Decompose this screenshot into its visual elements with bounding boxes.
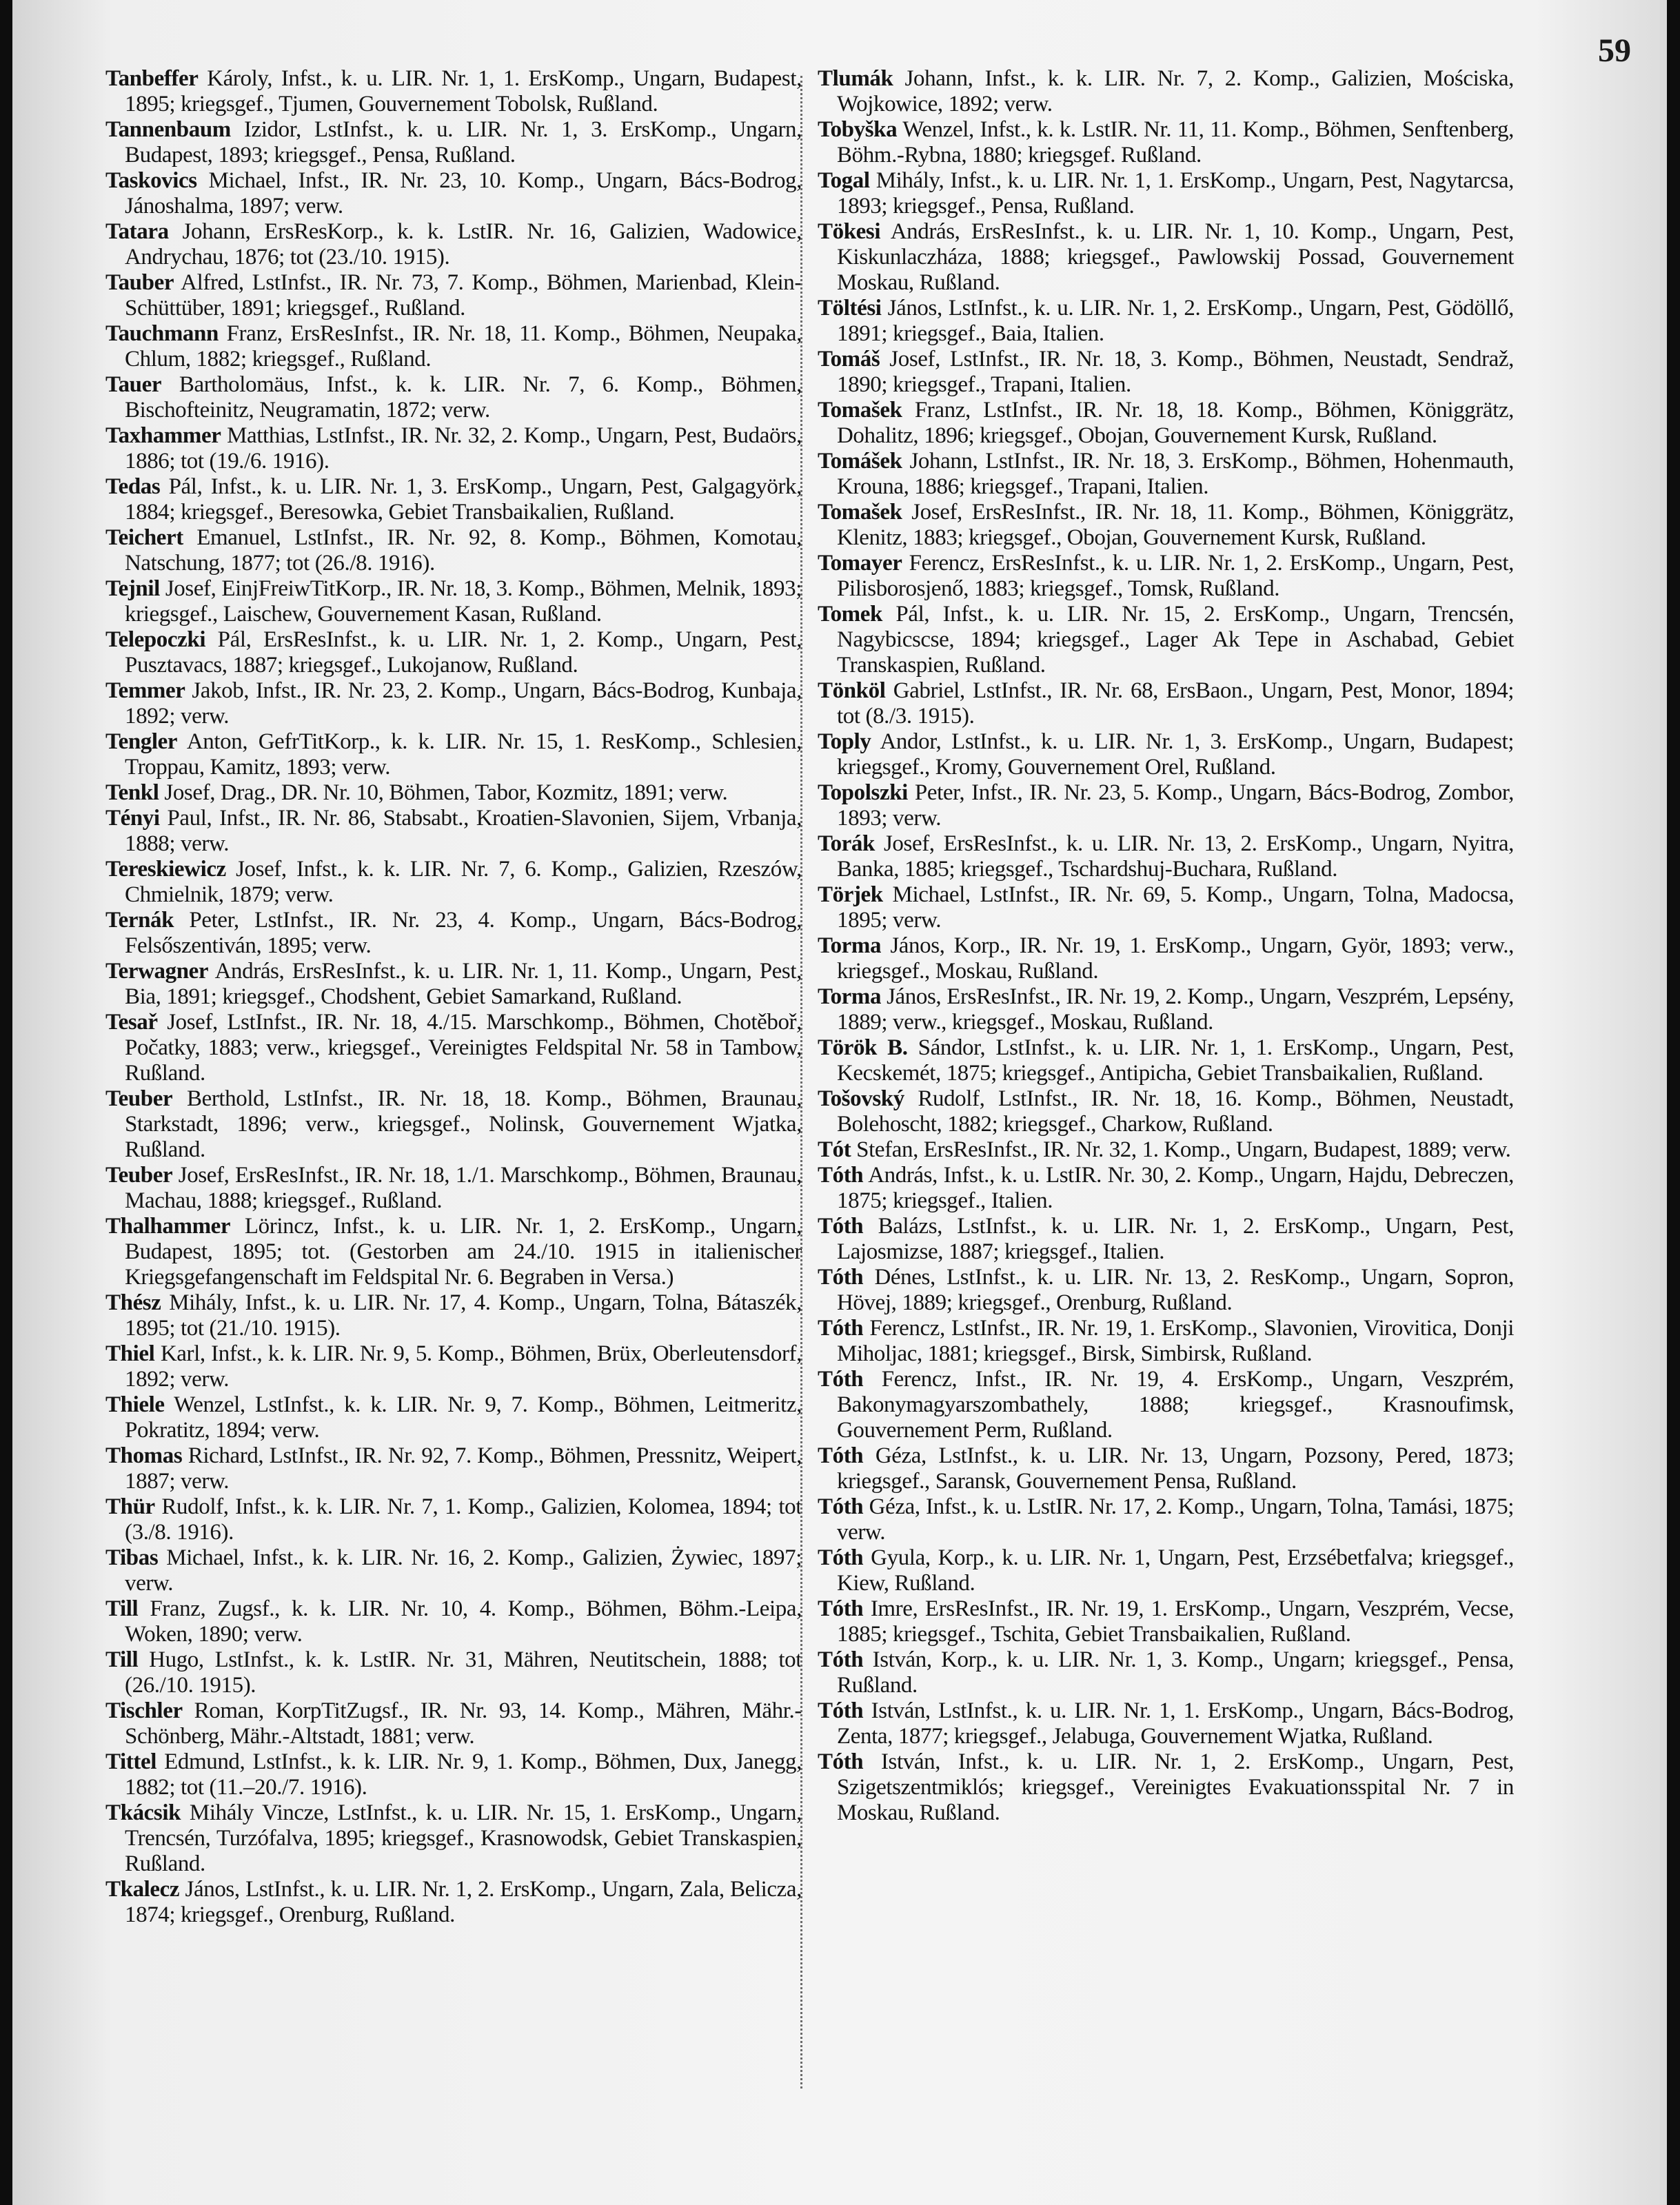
roster-entry: [818, 1214, 1514, 1265]
entry-surname: Tobyška: [818, 117, 898, 142]
entry-details: Richard, LstInfst., IR. Nr. 92, 7. Komp., Böhmen, Pressnitz, Weipert, 1887; verw.: [125, 1443, 802, 1494]
roster-entry: [818, 1265, 1514, 1316]
entry-surname: Tejnil: [105, 576, 160, 601]
entry-details: Károly, Infst., k. u. LIR. Nr. 1, 1. ErsKomp., Ungarn, Budapest, 1895; kriegsgef., Tjumen, Gouvernement Tobolsk, Rußland.: [125, 66, 802, 116]
entry-surname: Thür: [105, 1494, 155, 1519]
roster-entry: [818, 168, 1514, 219]
roster-entry: [105, 1545, 802, 1596]
entry-details: Mihály Vincze, LstInfst., k. u. LIR. Nr. 15, 1. ErsKomp., Ungarn, Trencsén, Turzófalva, 1895; kriegsgef., Krasnowodsk, Gebiet Transkaspien, Rußland.: [125, 1800, 802, 1876]
roster-entry: [105, 1290, 802, 1341]
entry-details: András, ErsResInfst., k. u. LIR. Nr. 1, 11. Komp., Ungarn, Pest, Bia, 1891; kriegsgef., Chodshent, Gebiet Samarkand, Rußland.: [125, 959, 802, 1009]
entry-details: Karl, Infst., k. k. LIR. Nr. 9, 5. Komp., Böhmen, Brüx, Oberleutensdorf, 1892; verw.: [125, 1341, 802, 1392]
roster-entry: [818, 1647, 1514, 1698]
entry-surname: Teuber: [105, 1086, 173, 1111]
entry-surname: Tomašek: [818, 398, 902, 423]
roster-entry: [105, 959, 802, 1010]
roster-entry: [105, 576, 802, 627]
entry-details: Gabriel, LstInfst., IR. Nr. 68, ErsBaon., Ungarn, Pest, Monor, 1894; tot (8./3. 1915).: [837, 678, 1514, 729]
page-number: 59: [1598, 32, 1631, 69]
roster-entry: [818, 933, 1514, 984]
entry-details: Balázs, LstInfst., k. u. LIR. Nr. 1, 2. ErsKomp., Ungarn, Pest, Lajosmizse, 1887; kriegsgef., Italien.: [837, 1214, 1514, 1264]
roster-entry: [818, 1698, 1514, 1749]
entry-details: Josef, EinjFreiwTitKorp., IR. Nr. 18, 3. Komp., Böhmen, Melnik, 1893; kriegsgef., Laischew, Gouvernement Kasan, Rußland.: [125, 576, 802, 627]
entry-details: Josef, LstInfst., IR. Nr. 18, 3. Komp., Böhmen, Neustadt, Sendraž, 1890; kriegsgef., Trapani, Italien.: [837, 347, 1514, 397]
roster-entry: [818, 551, 1514, 602]
scanned-page: [12, 0, 1667, 2205]
entry-details: Matthias, LstInfst., IR. Nr. 32, 2. Komp., Ungarn, Pest, Budaörs, 1886; tot (19./6. 1916).: [125, 423, 802, 474]
entry-details: Ferencz, ErsResInfst., k. u. LIR. Nr. 1, 2. ErsKomp., Ungarn, Pest, Pilisborosjenő, 1883; kriegsgef., Tomsk, Rußland.: [837, 551, 1514, 601]
roster-entry: [818, 1596, 1514, 1647]
entry-surname: Tibas: [105, 1545, 159, 1570]
roster-entry: [105, 270, 802, 321]
roster-entry: [105, 1749, 802, 1800]
roster-entry: [105, 1163, 802, 1214]
entry-details: Alfred, LstInfst., IR. Nr. 73, 7. Komp., Böhmen, Marienbad, Klein-Schüttüber, 1891; kriegsgef., Rußland.: [125, 270, 802, 321]
entry-surname: Tót: [818, 1137, 851, 1162]
roster-entry: [105, 1596, 802, 1647]
roster-entry: [818, 1443, 1514, 1494]
entry-surname: Tauchmann: [105, 321, 219, 346]
entry-details: Franz, Zugsf., k. k. LIR. Nr. 10, 4. Komp., Böhmen, Böhm.-Leipa, Woken, 1890; verw.: [125, 1596, 802, 1647]
entry-surname: Tóth: [818, 1749, 864, 1774]
entry-surname: Tesař: [105, 1010, 158, 1035]
entry-details: Lörincz, Infst., k. u. LIR. Nr. 1, 2. ErsKomp., Ungarn, Budapest, 1895; tot. (Gestorben am 24./10. 1915 in italienischer Kriegsgefangenschaft im Feldspital Nr. 6. Begraben in Versa.): [125, 1214, 802, 1290]
roster-entry: [105, 1086, 802, 1163]
entry-surname: Tóth: [818, 1647, 864, 1672]
entry-surname: Temmer: [105, 678, 185, 703]
roster-entry: [818, 729, 1514, 780]
entry-details: Wenzel, LstInfst., k. k. LIR. Nr. 9, 7. Komp., Böhmen, Leitmeritz, Pokratitz, 1894; verw.: [125, 1392, 802, 1443]
entry-surname: Teuber: [105, 1163, 173, 1188]
roster-entry: [105, 1443, 802, 1494]
entry-details: Pál, Infst., k. u. LIR. Nr. 15, 2. ErsKomp., Ungarn, Trencsén, Nagybicscse, 1894; kriegsgef., Lager Ak Tepe in Aschabad, Gebiet Transkaspien, Rußland.: [837, 602, 1514, 678]
entry-surname: Tedas: [105, 474, 161, 499]
entry-surname: Toply: [818, 729, 871, 754]
right-column: [818, 66, 1514, 1826]
roster-entry: [105, 1877, 802, 1928]
entry-details: Johann, LstInfst., IR. Nr. 18, 3. ErsKomp., Böhmen, Hohenmauth, Krouna, 1886; kriegsgef., Trapani, Italien.: [837, 449, 1514, 499]
roster-entry: [818, 1367, 1514, 1443]
entry-surname: Tkácsik: [105, 1800, 181, 1825]
entry-surname: Thalhammer: [105, 1214, 231, 1239]
entry-details: Ferencz, Infst., IR. Nr. 19, 4. ErsKomp., Ungarn, Veszprém, Bakonymagyarszombathely, 1888; kriegsgef., Krasnoufimsk, Gouvernement Perm, Rußland.: [837, 1367, 1515, 1443]
entry-surname: Thész: [105, 1290, 161, 1315]
roster-entry: [105, 1698, 802, 1749]
roster-entry: [105, 1010, 802, 1086]
entry-details: Peter, Infst., IR. Nr. 23, 5. Komp., Ungarn, Bács-Bodrog, Zombor, 1893; verw.: [837, 780, 1514, 831]
entry-details: Johann, ErsResKorp., k. k. LstIR. Nr. 16, Galizien, Wadowice, Andrychau, 1876; tot (23./10. 1915).: [125, 219, 802, 270]
column-divider: [800, 76, 802, 2089]
entry-details: András, Infst., k. u. LstIR. Nr. 30, 2. Komp., Ungarn, Hajdu, Debreczen, 1875; kriegsgef., Italien.: [837, 1163, 1515, 1213]
roster-entry: [818, 678, 1514, 729]
entry-details: Michael, LstInfst., IR. Nr. 69, 5. Komp., Ungarn, Tolna, Madocsa, 1895; verw.: [837, 882, 1514, 933]
entry-surname: Tóth: [818, 1494, 864, 1519]
entry-surname: Tittel: [105, 1749, 156, 1774]
entry-surname: Tomayer: [818, 551, 902, 576]
roster-entry: [818, 984, 1514, 1035]
entry-surname: Tóth: [818, 1443, 864, 1468]
entry-surname: Tényi: [105, 806, 160, 831]
entry-details: Josef, LstInfst., IR. Nr. 18, 4./15. Marschkomp., Böhmen, Chotěboř, Počatky, 1883; verw., kriegsgef., Vereinigtes Feldspital Nr. 58 in Tambow, Rußland.: [125, 1010, 802, 1086]
roster-entry: [105, 780, 802, 806]
roster-entry: [818, 398, 1514, 449]
entry-details: Rudolf, LstInfst., IR. Nr. 18, 16. Komp., Böhmen, Neustadt, Bolehoscht, 1882; kriegsgef., Charkow, Rußland.: [837, 1086, 1514, 1137]
roster-entry: [818, 296, 1514, 347]
roster-entry: [818, 1137, 1514, 1163]
roster-entry: [105, 1341, 802, 1392]
roster-entry: [105, 1494, 802, 1545]
entry-surname: Thiele: [105, 1392, 165, 1417]
roster-entry: [105, 474, 802, 525]
entry-surname: Tóth: [818, 1265, 864, 1290]
entry-details: Jakob, Infst., IR. Nr. 23, 2. Komp., Ungarn, Bács-Bodrog, Kunbaja, 1892; verw.: [125, 678, 802, 729]
entry-surname: Taskovics: [105, 168, 197, 193]
roster-entry: [818, 780, 1514, 831]
entry-details: Josef, ErsResInfst., k. u. LIR. Nr. 13, 2. ErsKomp., Ungarn, Nyitra, Banka, 1885; kriegsgef., Tschardshuj-Buchara, Rußland.: [837, 831, 1514, 882]
entry-surname: Tóth: [818, 1545, 864, 1570]
entry-details: János, ErsResInfst., IR. Nr. 19, 2. Komp., Ungarn, Veszprém, Lepsény, 1889; verw., kriegsgef., Moskau, Rußland.: [837, 984, 1514, 1035]
entry-details: János, LstInfst., k. u. LIR. Nr. 1, 2. ErsKomp., Ungarn, Zala, Belicza, 1874; kriegsgef., Orenburg, Rußland.: [125, 1877, 802, 1927]
entry-details: András, ErsResInfst., k. u. LIR. Nr. 1, 10. Komp., Ungarn, Pest, Kiskunlaczháza, 1888; kriegsgef., Pawlowskij Possad, Gouvernement Moskau, Rußland.: [837, 219, 1515, 295]
roster-entry: [818, 831, 1514, 882]
entry-details: Hugo, LstInfst., k. k. LstIR. Nr. 31, Mähren, Neutitschein, 1888; tot (26./10. 1915).: [125, 1647, 802, 1698]
entry-surname: Tóth: [818, 1214, 864, 1239]
entry-surname: Tauer: [105, 372, 162, 397]
entry-surname: Togal: [818, 168, 870, 193]
entry-details: Peter, LstInfst., IR. Nr. 23, 4. Komp., Ungarn, Bács-Bodrog, Felsőszentiván, 1895; verw.: [125, 908, 802, 958]
entry-surname: Tatara: [105, 219, 169, 244]
roster-entry: [818, 1163, 1514, 1214]
roster-entry: [105, 423, 802, 474]
roster-entry: [818, 1086, 1514, 1137]
entry-surname: Tošovský: [818, 1086, 904, 1111]
left-column: [105, 66, 802, 1928]
entry-surname: Torma: [818, 933, 882, 958]
entry-surname: Till: [105, 1647, 139, 1672]
entry-surname: Tenkl: [105, 780, 159, 805]
entry-details: Dénes, LstInfst., k. u. LIR. Nr. 13, 2. ResKomp., Ungarn, Sopron, Hövej, 1889; kriegsgef., Orenburg, Rußland.: [837, 1265, 1514, 1315]
entry-surname: Thiel: [105, 1341, 155, 1366]
entry-surname: Tóth: [818, 1367, 864, 1392]
entry-details: Johann, Infst., k. k. LIR. Nr. 7, 2. Komp., Galizien, Mościska, Wojkowice, 1892; verw.: [837, 66, 1514, 116]
entry-surname: Tauber: [105, 270, 174, 295]
entry-details: Sándor, LstInfst., k. u. LIR. Nr. 1, 1. ErsKomp., Ungarn, Pest, Kecskemét, 1875; kriegsgef., Antipicha, Gebiet Transbaikalien, Rußland.: [837, 1035, 1514, 1086]
roster-entry: [818, 117, 1514, 168]
roster-entry: [818, 1316, 1514, 1367]
entry-details: Roman, KorpTitZugsf., IR. Nr. 93, 14. Komp., Mähren, Mähr.-Schönberg, Mähr.-Altstadt, 1881; verw.: [125, 1698, 802, 1749]
entry-surname: Ternák: [105, 908, 174, 933]
entry-details: Izidor, LstInfst., k. u. LIR. Nr. 1, 3. ErsKomp., Ungarn, Budapest, 1893; kriegsgef., Pensa, Rußland.: [125, 117, 802, 167]
entry-surname: Tomašek: [818, 500, 902, 525]
entry-surname: Törjek: [818, 882, 883, 907]
roster-entry: [105, 729, 802, 780]
entry-details: Gyula, Korp., k. u. LIR. Nr. 1, Ungarn, Pest, Erzsébetfalva; kriegsgef., Kiew, Rußland.: [837, 1545, 1514, 1596]
entry-details: Andor, LstInfst., k. u. LIR. Nr. 1, 3. ErsKomp., Ungarn, Budapest; kriegsgef., Kromy, Gouvernement Orel, Rußland.: [837, 729, 1515, 780]
roster-entry: [105, 627, 802, 678]
roster-entry: [818, 347, 1514, 398]
entry-details: Géza, Infst., k. u. LstIR. Nr. 17, 2. Komp., Ungarn, Tolna, Tamási, 1875; verw.: [837, 1494, 1514, 1545]
roster-entry: [818, 500, 1514, 551]
entry-details: Michael, Infst., k. k. LIR. Nr. 16, 2. Komp., Galizien, Żywiec, 1897; verw.: [125, 1545, 802, 1596]
entry-details: Wenzel, Infst., k. k. LstIR. Nr. 11, 11. Komp., Böhmen, Senftenberg, Böhm.-Rybna, 1880; kriegsgef. Rußland.: [837, 117, 1514, 167]
entry-details: Pál, Infst., k. u. LIR. Nr. 1, 3. ErsKomp., Ungarn, Pest, Galgagyörk, 1884; kriegsgef., Beresowka, Gebiet Transbaikalien, Rußland.: [125, 474, 802, 525]
roster-entry: [105, 908, 802, 959]
entry-details: István, Infst., k. u. LIR. Nr. 1, 2. ErsKomp., Ungarn, Pest, Szigetszentmiklós; kriegsgef., Vereinigtes Evakuationsspital Nr. 7 in Moskau, Rußland.: [837, 1749, 1514, 1825]
entry-surname: Telepoczki: [105, 627, 206, 652]
entry-surname: Torma: [818, 984, 882, 1009]
entry-surname: Tóth: [818, 1163, 864, 1188]
entry-surname: Töltési: [818, 296, 882, 321]
roster-entry: [818, 882, 1514, 933]
entry-surname: Tönköl: [818, 678, 886, 703]
roster-entry: [105, 525, 802, 576]
entry-surname: Terwagner: [105, 959, 209, 984]
entry-surname: Thomas: [105, 1443, 183, 1468]
entry-details: János, LstInfst., k. u. LIR. Nr. 1, 2. ErsKomp., Ungarn, Pest, Gödöllő, 1891; kriegsgef., Baia, Italien.: [837, 296, 1514, 346]
entry-surname: Tanbeffer: [105, 66, 199, 91]
roster-entry: [105, 1647, 802, 1698]
entry-details: Franz, LstInfst., IR. Nr. 18, 18. Komp., Böhmen, Königgrätz, Dohalitz, 1896; kriegsgef., Obojan, Gouvernement Kursk, Rußland.: [837, 398, 1514, 448]
entry-surname: Tóth: [818, 1698, 864, 1723]
roster-entry: [818, 1749, 1514, 1826]
entry-details: István, Korp., k. u. LIR. Nr. 1, 3. Komp., Ungarn; kriegsgef., Pensa, Rußland.: [837, 1647, 1514, 1698]
roster-entry: [818, 1494, 1514, 1545]
roster-entry: [105, 372, 802, 423]
entry-surname: Torák: [818, 831, 875, 856]
entry-details: Mihály, Infst., k. u. LIR. Nr. 1, 1. ErsKomp., Ungarn, Pest, Nagytarcsa, 1893; kriegsgef., Pensa, Rußland.: [837, 168, 1514, 219]
entry-details: Ferencz, LstInfst., IR. Nr. 19, 1. ErsKomp., Slavonien, Virovitica, Donji Miholjac, 1881; kriegsgef., Birsk, Simbirsk, Rußland.: [837, 1316, 1514, 1366]
entry-details: Imre, ErsResInfst., IR. Nr. 19, 1. ErsKomp., Ungarn, Veszprém, Vecse, 1885; kriegsgef., Tschita, Gebiet Transbaikalien, Rußland.: [837, 1596, 1514, 1647]
roster-entry: [105, 678, 802, 729]
entry-surname: Tischler: [105, 1698, 183, 1723]
entry-details: Josef, Drag., DR. Nr. 10, Böhmen, Tabor, Kozmitz, 1891; verw.: [164, 780, 728, 805]
entry-surname: Teichert: [105, 525, 183, 550]
entry-details: Michael, Infst., IR. Nr. 23, 10. Komp., Ungarn, Bács-Bodrog, Jánoshalma, 1897; verw.: [125, 168, 802, 219]
entry-surname: Tkalecz: [105, 1877, 180, 1902]
entry-surname: Tomášek: [818, 449, 902, 474]
roster-entry: [105, 168, 802, 219]
entry-details: Rudolf, Infst., k. k. LIR. Nr. 7, 1. Komp., Galizien, Kolomea, 1894; tot (3./8. 1916).: [125, 1494, 802, 1545]
entry-details: Stefan, ErsResInfst., IR. Nr. 32, 1. Komp., Ungarn, Budapest, 1889; verw.: [856, 1137, 1511, 1162]
entry-details: Géza, LstInfst., k. u. LIR. Nr. 13, Ungarn, Pozsony, Pered, 1873; kriegsgef., Saransk, Gouvernement Pensa, Rußland.: [837, 1443, 1514, 1494]
roster-entry: [818, 1035, 1514, 1086]
roster-entry: [818, 1545, 1514, 1596]
entry-surname: Tóth: [818, 1596, 864, 1621]
entry-details: Emanuel, LstInfst., IR. Nr. 92, 8. Komp., Böhmen, Komotau, Natschung, 1877; tot (26./8. 1916).: [125, 525, 802, 576]
entry-details: János, Korp., IR. Nr. 19, 1. ErsKomp., Ungarn, Györ, 1893; verw., kriegsgef., Moskau, Rußland.: [837, 933, 1514, 984]
roster-entry: [105, 219, 802, 270]
entry-surname: Tereskiewicz: [105, 857, 226, 882]
roster-entry: [818, 449, 1514, 500]
entry-surname: Topolszki: [818, 780, 908, 805]
roster-entry: [105, 857, 802, 908]
entry-details: Bartholomäus, Infst., k. k. LIR. Nr. 7, 6. Komp., Böhmen, Bischofteinitz, Neugramatin, 1872; verw.: [125, 372, 802, 423]
entry-details: Berthold, LstInfst., IR. Nr. 18, 18. Komp., Böhmen, Braunau, Starkstadt, 1896; verw., kriegsgef., Nolinsk, Gouvernement Wjatka, Rußland.: [125, 1086, 802, 1162]
entry-details: Franz, ErsResInfst., IR. Nr. 18, 11. Komp., Böhmen, Neupaka, Chlum, 1882; kriegsgef., Rußland.: [125, 321, 802, 372]
entry-surname: Tóth: [818, 1316, 864, 1341]
entry-surname: Tlumák: [818, 66, 893, 91]
entry-surname: Tomáš: [818, 347, 880, 372]
roster-entry: [105, 1214, 802, 1290]
roster-entry: [818, 219, 1514, 296]
entry-surname: Till: [105, 1596, 139, 1621]
roster-entry: [105, 1800, 802, 1877]
roster-entry: [105, 806, 802, 857]
entry-details: Edmund, LstInfst., k. k. LIR. Nr. 9, 1. Komp., Böhmen, Dux, Janegg, 1882; tot (11.–20./7. 1916).: [125, 1749, 802, 1800]
roster-entry: [105, 66, 802, 117]
entry-details: Josef, Infst., k. k. LIR. Nr. 7, 6. Komp., Galizien, Rzeszów, Chmielnik, 1879; verw.: [125, 857, 802, 907]
entry-surname: Tengler: [105, 729, 178, 754]
entry-surname: Török B.: [818, 1035, 908, 1060]
entry-details: Josef, ErsResInfst., IR. Nr. 18, 11. Komp., Böhmen, Königgrätz, Klenitz, 1883; kriegsgef., Obojan, Gouvernement Kursk, Rußland.: [837, 500, 1514, 550]
roster-entry: [105, 1392, 802, 1443]
entry-surname: Tökesi: [818, 219, 881, 244]
entry-details: Anton, GefrTitKorp., k. k. LIR. Nr. 15, 1. ResKomp., Schlesien, Troppau, Kamitz, 1893; verw.: [125, 729, 802, 780]
entry-surname: Tannenbaum: [105, 117, 231, 142]
entry-surname: Tomek: [818, 602, 882, 627]
entry-details: Paul, Infst., IR. Nr. 86, Stabsabt., Kroatien-Slavonien, Sijem, Vrbanja, 1888; verw.: [125, 806, 802, 856]
entry-details: István, LstInfst., k. u. LIR. Nr. 1, 1. ErsKomp., Ungarn, Bács-Bodrog, Zenta, 1877; kriegsgef., Jelabuga, Gouvernement Wjatka, Rußland.: [837, 1698, 1514, 1749]
entry-details: Josef, ErsResInfst., IR. Nr. 18, 1./1. Marschkomp., Böhmen, Braunau, Machau, 1888; kriegsgef., Rußland.: [125, 1163, 802, 1213]
roster-entry: [818, 66, 1514, 117]
roster-entry: [105, 117, 802, 168]
roster-entry: [818, 602, 1514, 678]
entry-surname: Taxhammer: [105, 423, 221, 448]
roster-entry: [105, 321, 802, 372]
entry-details: Mihály, Infst., k. u. LIR. Nr. 17, 4. Komp., Ungarn, Tolna, Bátaszék, 1895; tot (21./10. 1915).: [125, 1290, 802, 1341]
entry-details: Pál, ErsResInfst., k. u. LIR. Nr. 1, 2. Komp., Ungarn, Pest, Pusztavacs, 1887; kriegsgef., Lukojanow, Rußland.: [125, 627, 802, 678]
